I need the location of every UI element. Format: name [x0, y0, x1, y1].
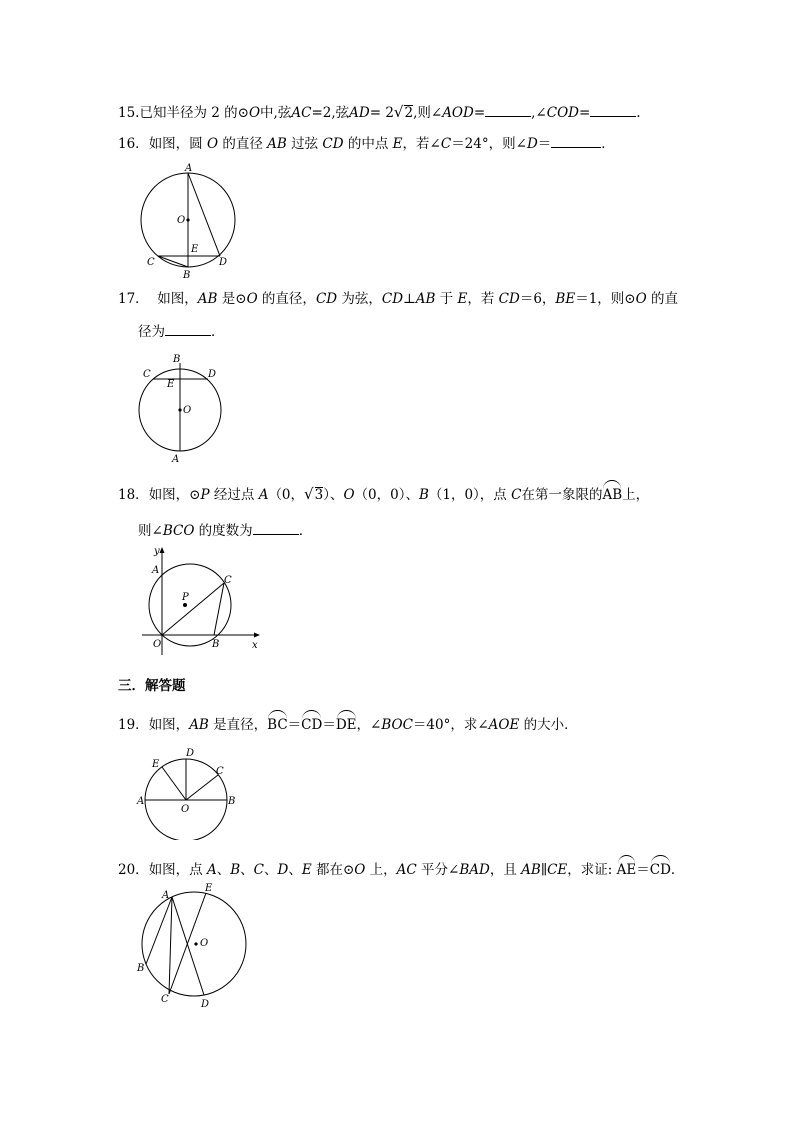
sqrt-3: 3	[314, 487, 324, 503]
answer-blank-aod[interactable]	[485, 102, 531, 117]
arc-cd: CD	[650, 857, 671, 880]
question-15: 15.已知半径为 2 的⊙O中,弦AC=2,弦AD= 2√2,则∠AOD= ,∠COD= .	[118, 103, 641, 121]
odot-symbol: ⊙	[237, 105, 249, 121]
circle-p	[149, 564, 231, 646]
center-p-dot	[183, 603, 187, 607]
label-O: O	[181, 804, 190, 815]
x-axis-arrow	[254, 633, 260, 638]
answer-blank-d[interactable]	[551, 133, 601, 148]
label-E: E	[152, 759, 160, 770]
circle-o	[142, 892, 246, 996]
figure-q20	[134, 882, 252, 1010]
center-dot	[178, 408, 181, 411]
arc-cd: CD	[301, 712, 322, 735]
label-E: E	[167, 379, 175, 390]
label-y: y	[154, 546, 160, 557]
center-dot	[194, 942, 197, 945]
q15-number: 15.	[118, 105, 140, 121]
chord-ac	[169, 897, 172, 994]
figure-q16	[136, 162, 240, 280]
segment-oc	[162, 583, 224, 635]
arc-ab: AB	[602, 482, 622, 505]
label-B: B	[228, 796, 236, 807]
question-18-line2: 则∠BCO 的度数为 ．	[138, 520, 312, 541]
question-17-line2: 径为 ．	[138, 321, 225, 342]
arc-de: DE	[336, 712, 357, 735]
label-O: O	[153, 639, 162, 650]
radius-oe	[162, 767, 186, 800]
label-O: O	[177, 215, 186, 226]
label-B: B	[183, 270, 191, 280]
question-17: 17． 如图，AB 是⊙O 的直径，CD 为弦，CD⊥AB 于 E，若 CD＝6，BE＝1，则⊙O 的直	[118, 291, 678, 307]
section-heading-solutions: 三．解答题	[118, 678, 186, 694]
q18-number: 18．	[118, 487, 149, 503]
radius-oc	[186, 775, 218, 800]
figure-q17	[136, 352, 228, 466]
answer-blank-diameter[interactable]	[165, 321, 211, 336]
label-D: D	[186, 748, 195, 759]
answer-blank-cod[interactable]	[590, 102, 636, 117]
center-dot	[186, 218, 189, 221]
arc-bc: BC	[267, 712, 288, 735]
label-B: B	[173, 354, 181, 365]
question-18: 18．如图，⊙P 经过点 A（0，√3）、O（0，0）、B（1，0），点 C在第一象限的AB上，	[118, 482, 649, 505]
chord-ab	[146, 897, 172, 964]
label-E: E	[191, 244, 199, 255]
segment-cb	[158, 256, 188, 267]
label-A: A	[152, 565, 160, 576]
answer-blank-bco[interactable]	[253, 520, 299, 535]
label-A: A	[172, 454, 180, 465]
label-C: C	[147, 257, 155, 268]
y-axis-arrow	[160, 547, 165, 553]
label-D: D	[219, 257, 228, 268]
arc-ae: AE	[617, 857, 637, 880]
question-20: 20．如图，点 A、B、C、D、E 都在⊙O 上，AC 平分∠BAD，且 AB∥CE，求证: AE＝CD．	[118, 857, 684, 880]
label-E: E	[205, 883, 213, 894]
q20-number: 20．	[118, 862, 149, 878]
label-A: A	[185, 163, 193, 174]
label-C: C	[143, 369, 151, 380]
sqrt-2: 2	[404, 105, 414, 121]
q19-number: 19．	[118, 717, 149, 733]
label-A: A	[137, 796, 145, 807]
label-O: O	[200, 938, 209, 949]
label-B: B	[137, 963, 145, 974]
label-D: D	[208, 369, 217, 380]
label-x: x	[252, 640, 258, 651]
question-19: 19．如图，AB 是直径，BC＝CD＝DE，∠BOC＝40°，求∠AOE 的大小．	[118, 712, 578, 735]
label-C: C	[224, 575, 232, 586]
q17-number: 17．	[118, 291, 149, 307]
question-16: 16．如图，圆 O 的直径 AB 过弦 CD 的中点 E，若∠C＝24°，则∠D＝ ．	[118, 133, 615, 154]
label-A: A	[162, 890, 170, 901]
figure-q18	[136, 543, 262, 655]
q16-number: 16．	[118, 136, 149, 152]
segment-cb	[214, 583, 224, 635]
label-B: B	[212, 639, 220, 650]
label-C: C	[216, 766, 224, 777]
label-D: D	[201, 999, 210, 1010]
figure-q19	[136, 744, 242, 840]
label-C: C	[161, 994, 169, 1005]
label-O: O	[183, 405, 192, 416]
label-P: P	[182, 592, 189, 603]
